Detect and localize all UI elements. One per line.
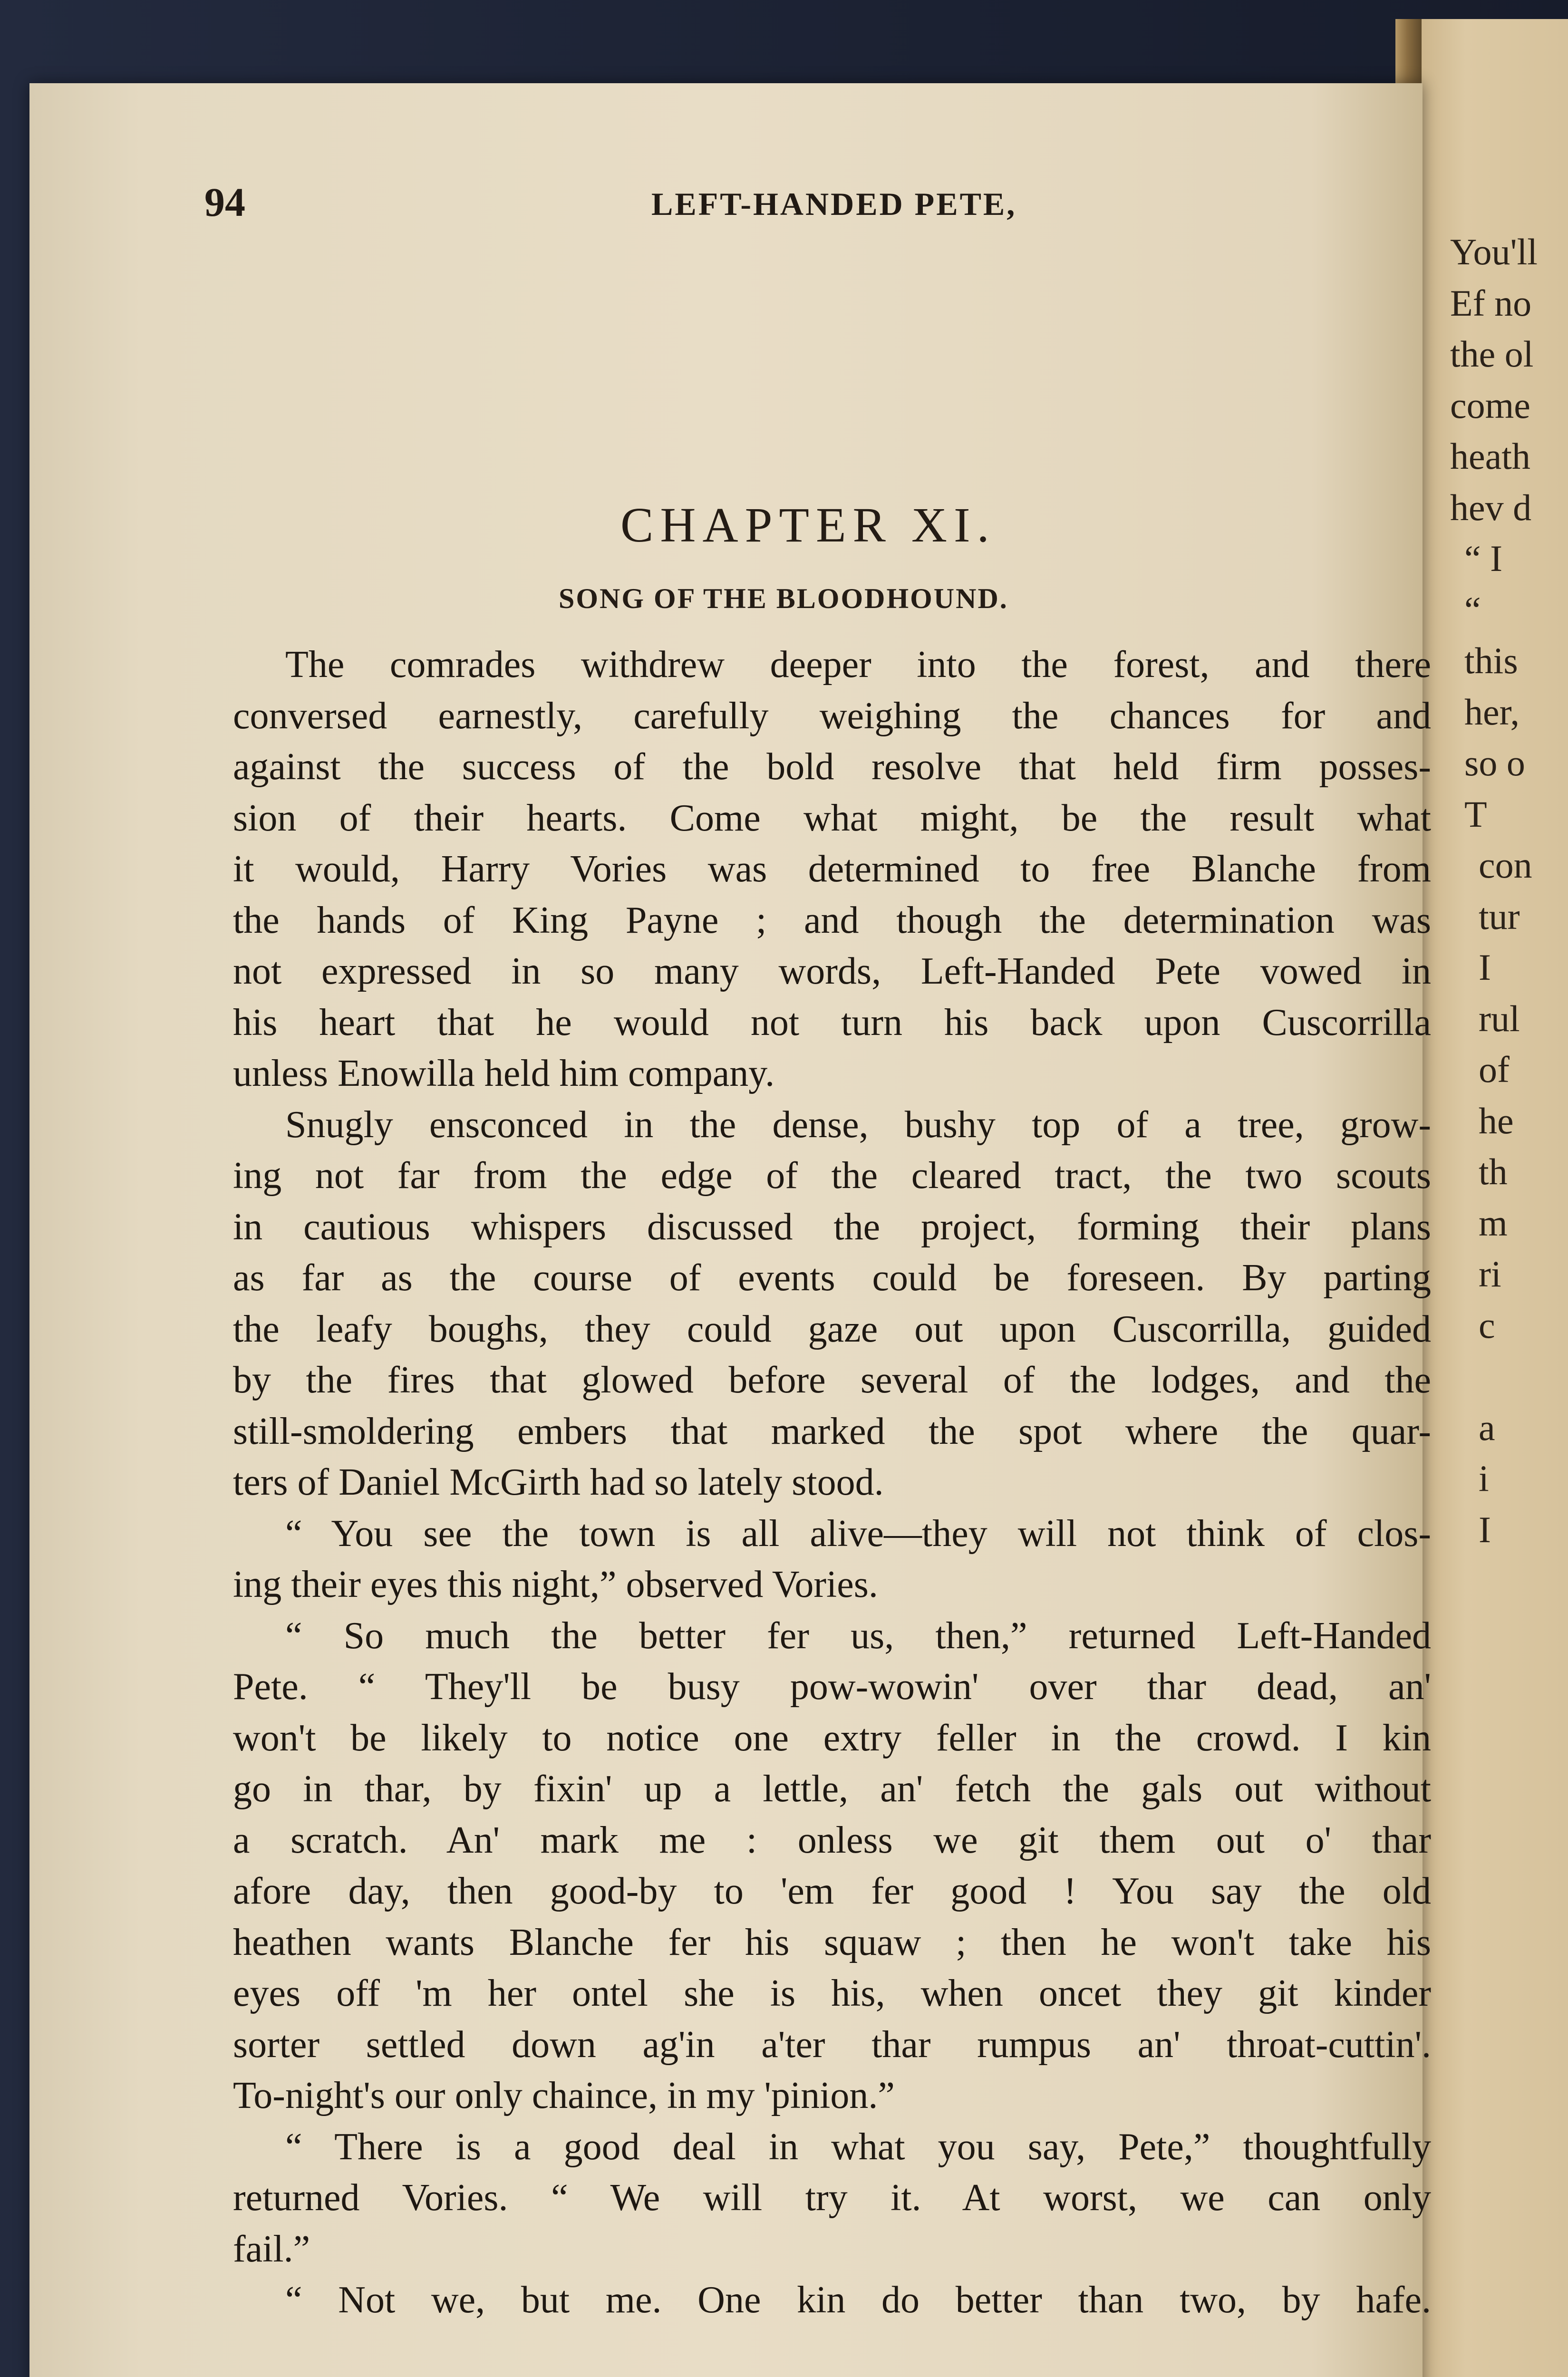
- text-line: returned Vories. “ We will try it. At worst, we can only: [233, 2177, 1431, 2219]
- facing-page-fragment: con: [1479, 844, 1532, 886]
- text-line: unless Enowilla held him company.: [233, 1053, 775, 1094]
- text-line: heathen wants Blanche fer his squaw ; then he won't take his: [233, 1921, 1431, 1963]
- text-line: it would, Harry Vories was determined to free Blanche from: [233, 848, 1431, 890]
- text-line: against the success of the bold resolve that held firm posses-: [233, 746, 1431, 788]
- text-line: Snugly ensconced in the dense, bushy top of a tree, grow-: [285, 1103, 1431, 1146]
- facing-page-fragment: “ I: [1464, 538, 1503, 579]
- facing-page-fragment: th: [1479, 1151, 1508, 1192]
- facing-page-fragment: You'll: [1450, 231, 1538, 272]
- text-line: in cautious whispers discussed the project, forming their plans: [233, 1206, 1431, 1248]
- text-line: “ You see the town is all alive—they will not think of clos-: [285, 1512, 1431, 1555]
- text-line: his heart that he would not turn his back upon Cuscorrilla: [233, 1001, 1431, 1044]
- facing-page-fragment: I: [1479, 1508, 1491, 1550]
- text-line: a scratch. An' mark me : onless we git them out o' thar: [233, 1819, 1431, 1861]
- facing-page-fragment: tur: [1479, 895, 1520, 937]
- facing-page-fragment: so o: [1464, 742, 1525, 783]
- text-line: conversed earnestly, carefully weighing the chances for and: [233, 695, 1431, 737]
- text-line: eyes off 'm her ontel she is his, when oncet they git kinder: [233, 1972, 1431, 2014]
- facing-page-fragment: rul: [1479, 997, 1520, 1039]
- text-line: “ There is a good deal in what you say, Pete,” thoughtfully: [285, 2126, 1431, 2168]
- facing-page-fragment: of: [1479, 1049, 1510, 1090]
- text-line: sorter settled down ag'in a'ter thar rumpus an' throat-cuttin'.: [233, 2023, 1431, 2066]
- facing-page-fragment: ri: [1479, 1253, 1501, 1295]
- body-text: [233, 639, 1431, 2326]
- text-line: the leafy boughs, they could gaze out upon Cuscorrilla, guided: [233, 1308, 1431, 1350]
- text-line: sion of their hearts. Come what might, be the result what: [233, 797, 1431, 839]
- page-number: 94: [204, 179, 245, 225]
- facing-page-fragment: her,: [1464, 691, 1520, 733]
- facing-page-fragment: a: [1479, 1406, 1495, 1448]
- text-line: ing their eyes this night,” observed Vories.: [233, 1564, 878, 1605]
- text-line: won't be likely to notice one extry feller in the crowd. I kin: [233, 1717, 1431, 1759]
- text-line: ters of Daniel McGirth had so lately stood.: [233, 1461, 884, 1503]
- text-line: ing not far from the edge of the cleared tract, the two scouts: [233, 1155, 1431, 1197]
- chapter-subtitle: SONG OF THE BLOODHOUND.: [559, 583, 1008, 614]
- text-line: To-night's our only chaince, in my 'pinion.”: [233, 2075, 895, 2116]
- text-line: still-smoldering embers that marked the spot where the quar-: [233, 1410, 1431, 1452]
- text-line: not expressed in so many words, Left-Handed Pete vowed in: [233, 950, 1431, 992]
- facing-page-fragment: c: [1479, 1304, 1495, 1346]
- text-line: The comrades withdrew deeper into the forest, and there: [285, 644, 1431, 686]
- text-line: afore day, then good-by to 'em fer good ! You say the old: [233, 1870, 1431, 1912]
- text-line: go in thar, by fixin' up a lettle, an' fetch the gals out without: [233, 1768, 1431, 1810]
- text-line: fail.”: [233, 2228, 310, 2270]
- facing-page-fragment: T: [1464, 793, 1487, 835]
- text-line: Pete. “ They'll be busy pow-wowin' over thar dead, an': [233, 1666, 1431, 1708]
- running-head: LEFT-HANDED PETE,: [651, 186, 1017, 222]
- text-line: “ Not we, but me. One kin do better than two, by hafe.: [285, 2279, 1431, 2321]
- chapter-title: CHAPTER XI.: [620, 498, 996, 552]
- text-line: as far as the course of events could be foreseen. By parting: [233, 1257, 1431, 1299]
- facing-page-fragment: come: [1450, 384, 1530, 426]
- facing-page-fragment: the ol: [1450, 333, 1534, 375]
- facing-page-fragment: “: [1464, 589, 1481, 630]
- facing-page: [1422, 19, 1568, 2377]
- text-line: the hands of King Payne ; and though the determination was: [233, 899, 1431, 941]
- facing-page-fragment: i: [1479, 1458, 1489, 1499]
- facing-page-fragment: he: [1479, 1100, 1514, 1141]
- facing-page-fragment: I: [1479, 947, 1491, 988]
- text-line: “ So much the better fer us, then,” returned Left-Handed: [285, 1614, 1431, 1657]
- facing-page-fragment: this: [1464, 640, 1518, 681]
- facing-page-fragment: Ef no: [1450, 282, 1532, 324]
- text-line: by the fires that glowed before several of the lodges, and the: [233, 1359, 1431, 1401]
- facing-page-fragment: m: [1479, 1202, 1508, 1244]
- facing-page-fragment: heath: [1450, 435, 1530, 477]
- facing-page-fragment: hev d: [1450, 486, 1532, 528]
